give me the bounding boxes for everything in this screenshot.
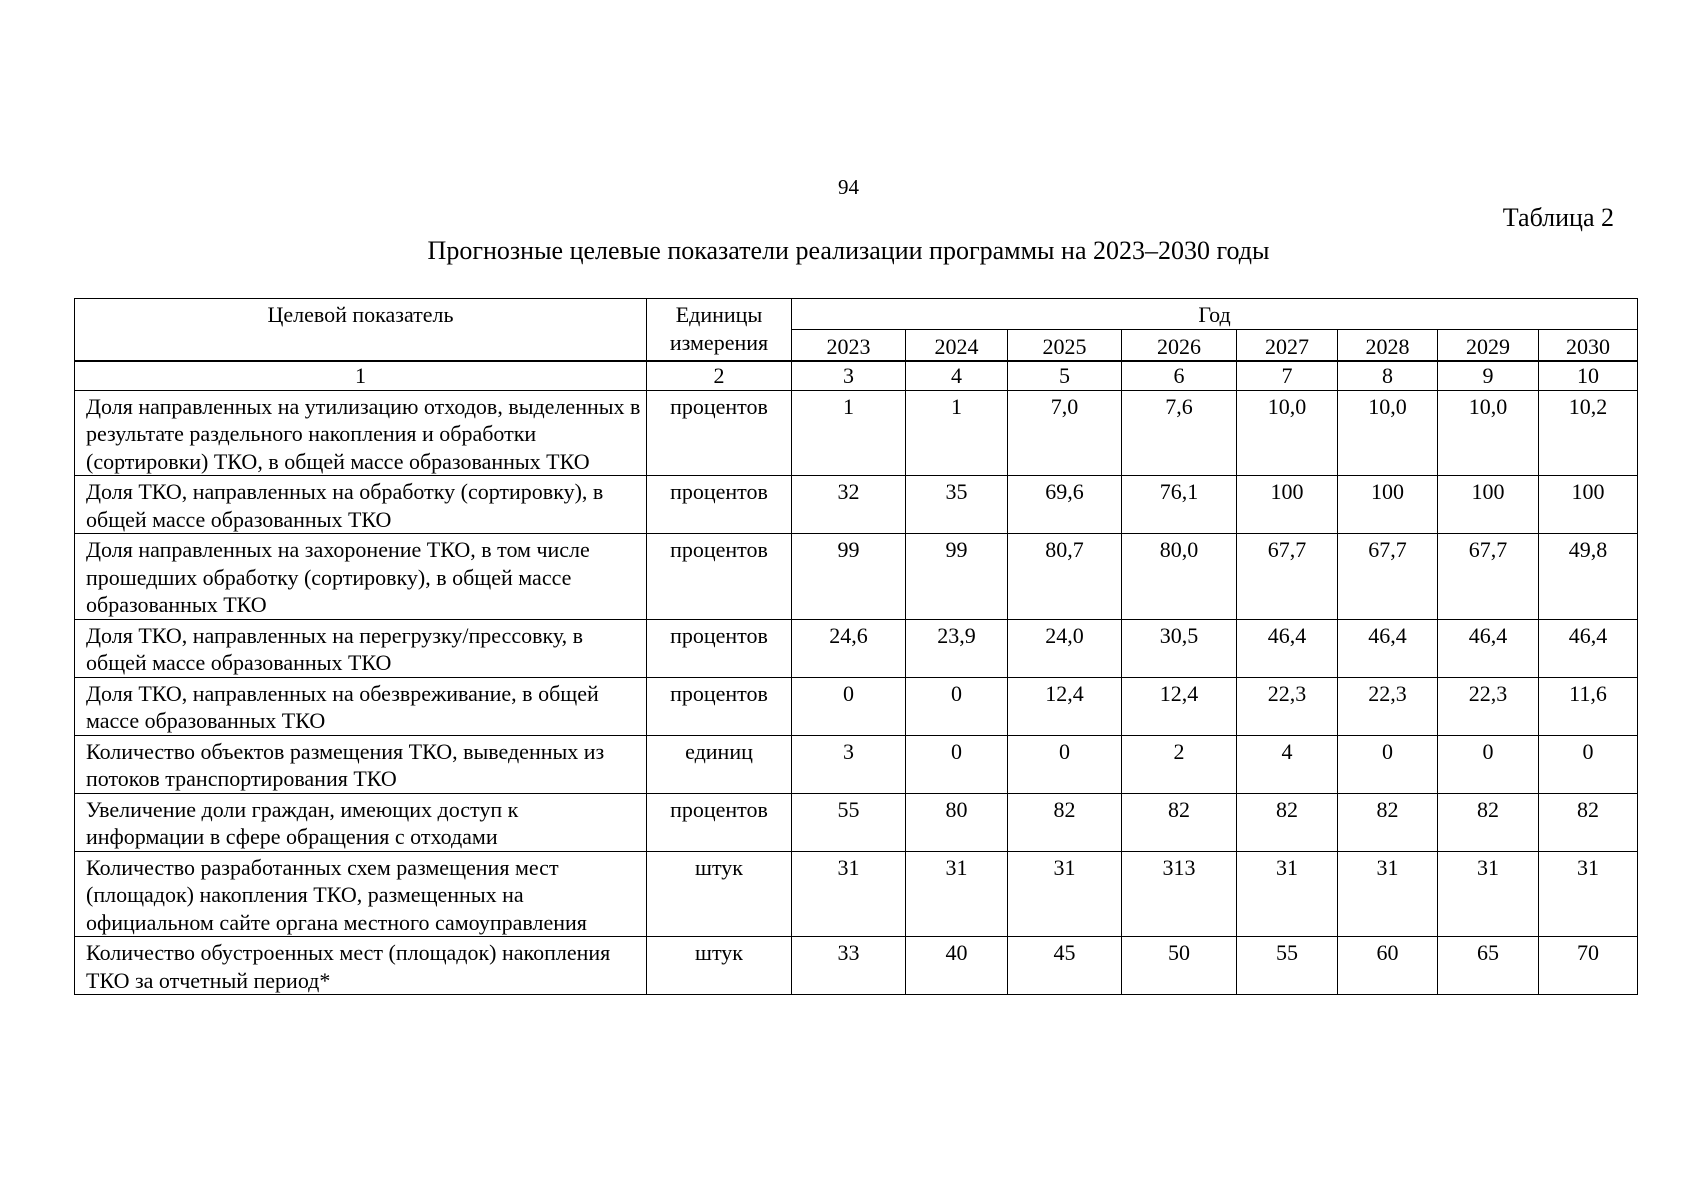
header-year: 2029 [1438, 329, 1539, 361]
value-cell: 31 [1338, 851, 1438, 937]
column-number-row [75, 362, 1638, 391]
value-cell: 46,4 [1539, 619, 1638, 677]
header-year: 2024 [906, 329, 1008, 361]
value-cell: 82 [1338, 793, 1438, 851]
value-cell: 4 [1237, 735, 1338, 793]
value-cell: 65 [1438, 937, 1539, 995]
indicator-name: Доля направленных на утилизацию отходов, выделенных в результате раздельного накопления и обработки (сортировки) ТКО, в общей массе образованных ТКО [75, 390, 647, 476]
unit-cell: штук [647, 937, 792, 995]
table-body [74, 361, 1638, 995]
column-number: 3 [792, 362, 906, 391]
header-year: 2025 [1008, 329, 1122, 361]
unit-cell: процентов [647, 534, 792, 620]
value-cell: 31 [1438, 851, 1539, 937]
value-cell: 12,4 [1008, 677, 1122, 735]
table-label: Таблица 2 [1502, 203, 1614, 232]
value-cell: 3 [792, 735, 906, 793]
unit-cell: процентов [647, 677, 792, 735]
column-number: 4 [906, 362, 1008, 391]
value-cell: 23,9 [906, 619, 1008, 677]
table-title: Прогнозные целевые показатели реализации программы на 2023–2030 годы [427, 236, 1270, 265]
table-row [75, 390, 1638, 476]
value-cell: 10,0 [1438, 390, 1539, 476]
value-cell: 70 [1539, 937, 1638, 995]
header-year: 2023 [792, 329, 906, 361]
indicator-name: Доля направленных на захоронение ТКО, в том числе прошедших обработку (сортировку), в общей массе образованных ТКО [75, 534, 647, 620]
header-unit: Единицы измерения [647, 299, 792, 361]
value-cell: 82 [1008, 793, 1122, 851]
column-number: 9 [1438, 362, 1539, 391]
value-cell: 46,4 [1338, 619, 1438, 677]
value-cell: 80,7 [1008, 534, 1122, 620]
value-cell: 49,8 [1539, 534, 1638, 620]
value-cell: 7,0 [1008, 390, 1122, 476]
value-cell: 32 [792, 476, 906, 534]
value-cell: 31 [906, 851, 1008, 937]
value-cell: 82 [1237, 793, 1338, 851]
value-cell: 69,6 [1008, 476, 1122, 534]
value-cell: 80,0 [1122, 534, 1237, 620]
value-cell: 99 [906, 534, 1008, 620]
value-cell: 30,5 [1122, 619, 1237, 677]
value-cell: 67,7 [1237, 534, 1338, 620]
value-cell: 1 [906, 390, 1008, 476]
table-row [75, 476, 1638, 534]
value-cell: 24,0 [1008, 619, 1122, 677]
value-cell: 22,3 [1237, 677, 1338, 735]
indicator-name: Количество разработанных схем размещения мест (площадок) накопления ТКО, размещенных на официальном сайте органа местного самоуправления [75, 851, 647, 937]
value-cell: 82 [1539, 793, 1638, 851]
indicator-name: Доля ТКО, направленных на обработку (сортировку), в общей массе образованных ТКО [75, 476, 647, 534]
value-cell: 24,6 [792, 619, 906, 677]
value-cell: 10,2 [1539, 390, 1638, 476]
page-number: 94 [838, 175, 859, 199]
value-cell: 0 [1438, 735, 1539, 793]
value-cell: 55 [1237, 937, 1338, 995]
table-row [75, 937, 1638, 995]
value-cell: 22,3 [1338, 677, 1438, 735]
value-cell: 67,7 [1438, 534, 1539, 620]
value-cell: 40 [906, 937, 1008, 995]
indicator-name: Доля ТКО, направленных на обезвреживание, в общей массе образованных ТКО [75, 677, 647, 735]
value-cell: 82 [1438, 793, 1539, 851]
value-cell: 100 [1438, 476, 1539, 534]
header-year: 2028 [1338, 329, 1438, 361]
value-cell: 99 [792, 534, 906, 620]
value-cell: 10,0 [1338, 390, 1438, 476]
header-year: 2030 [1539, 329, 1638, 361]
table-row [75, 619, 1638, 677]
value-cell: 22,3 [1438, 677, 1539, 735]
unit-cell: процентов [647, 390, 792, 476]
value-cell: 0 [792, 677, 906, 735]
value-cell: 31 [1008, 851, 1122, 937]
table-row [75, 735, 1638, 793]
value-cell: 11,6 [1539, 677, 1638, 735]
column-number: 7 [1237, 362, 1338, 391]
indicator-name: Увеличение доли граждан, имеющих доступ к информации в сфере обращения с отходами [75, 793, 647, 851]
value-cell: 45 [1008, 937, 1122, 995]
column-number: 8 [1338, 362, 1438, 391]
header-year: 2026 [1122, 329, 1237, 361]
value-cell: 46,4 [1237, 619, 1338, 677]
unit-cell: процентов [647, 476, 792, 534]
value-cell: 50 [1122, 937, 1237, 995]
header-indicator: Целевой показатель [75, 299, 647, 361]
value-cell: 12,4 [1122, 677, 1237, 735]
table-row [75, 793, 1638, 851]
value-cell: 31 [1237, 851, 1338, 937]
value-cell: 46,4 [1438, 619, 1539, 677]
column-number: 10 [1539, 362, 1638, 391]
value-cell: 82 [1122, 793, 1237, 851]
value-cell: 80 [906, 793, 1008, 851]
indicator-name: Количество объектов размещения ТКО, выведенных из потоков транспортирования ТКО [75, 735, 647, 793]
unit-cell: процентов [647, 793, 792, 851]
value-cell: 31 [792, 851, 906, 937]
header-year-group: Год [792, 299, 1638, 330]
value-cell: 60 [1338, 937, 1438, 995]
column-number: 5 [1008, 362, 1122, 391]
column-number: 1 [75, 362, 647, 391]
table-row [75, 851, 1638, 937]
unit-cell: штук [647, 851, 792, 937]
value-cell: 0 [1008, 735, 1122, 793]
column-number: 6 [1122, 362, 1237, 391]
value-cell: 100 [1237, 476, 1338, 534]
indicator-name: Доля ТКО, направленных на перегрузку/прессовку, в общей массе образованных ТКО [75, 619, 647, 677]
value-cell: 100 [1338, 476, 1438, 534]
value-cell: 0 [1539, 735, 1638, 793]
value-cell: 7,6 [1122, 390, 1237, 476]
value-cell: 76,1 [1122, 476, 1237, 534]
value-cell: 31 [1539, 851, 1638, 937]
value-cell: 313 [1122, 851, 1237, 937]
table-header [74, 298, 1638, 361]
value-cell: 33 [792, 937, 906, 995]
value-cell: 35 [906, 476, 1008, 534]
unit-cell: процентов [647, 619, 792, 677]
unit-cell: единиц [647, 735, 792, 793]
value-cell: 67,7 [1338, 534, 1438, 620]
value-cell: 100 [1539, 476, 1638, 534]
value-cell: 0 [1338, 735, 1438, 793]
value-cell: 0 [906, 735, 1008, 793]
value-cell: 55 [792, 793, 906, 851]
indicator-name: Количество обустроенных мест (площадок) накопления ТКО за отчетный период* [75, 937, 647, 995]
table-row [75, 534, 1638, 620]
value-cell: 2 [1122, 735, 1237, 793]
value-cell: 1 [792, 390, 906, 476]
header-year: 2027 [1237, 329, 1338, 361]
value-cell: 0 [906, 677, 1008, 735]
value-cell: 10,0 [1237, 390, 1338, 476]
table-row [75, 677, 1638, 735]
column-number: 2 [647, 362, 792, 391]
